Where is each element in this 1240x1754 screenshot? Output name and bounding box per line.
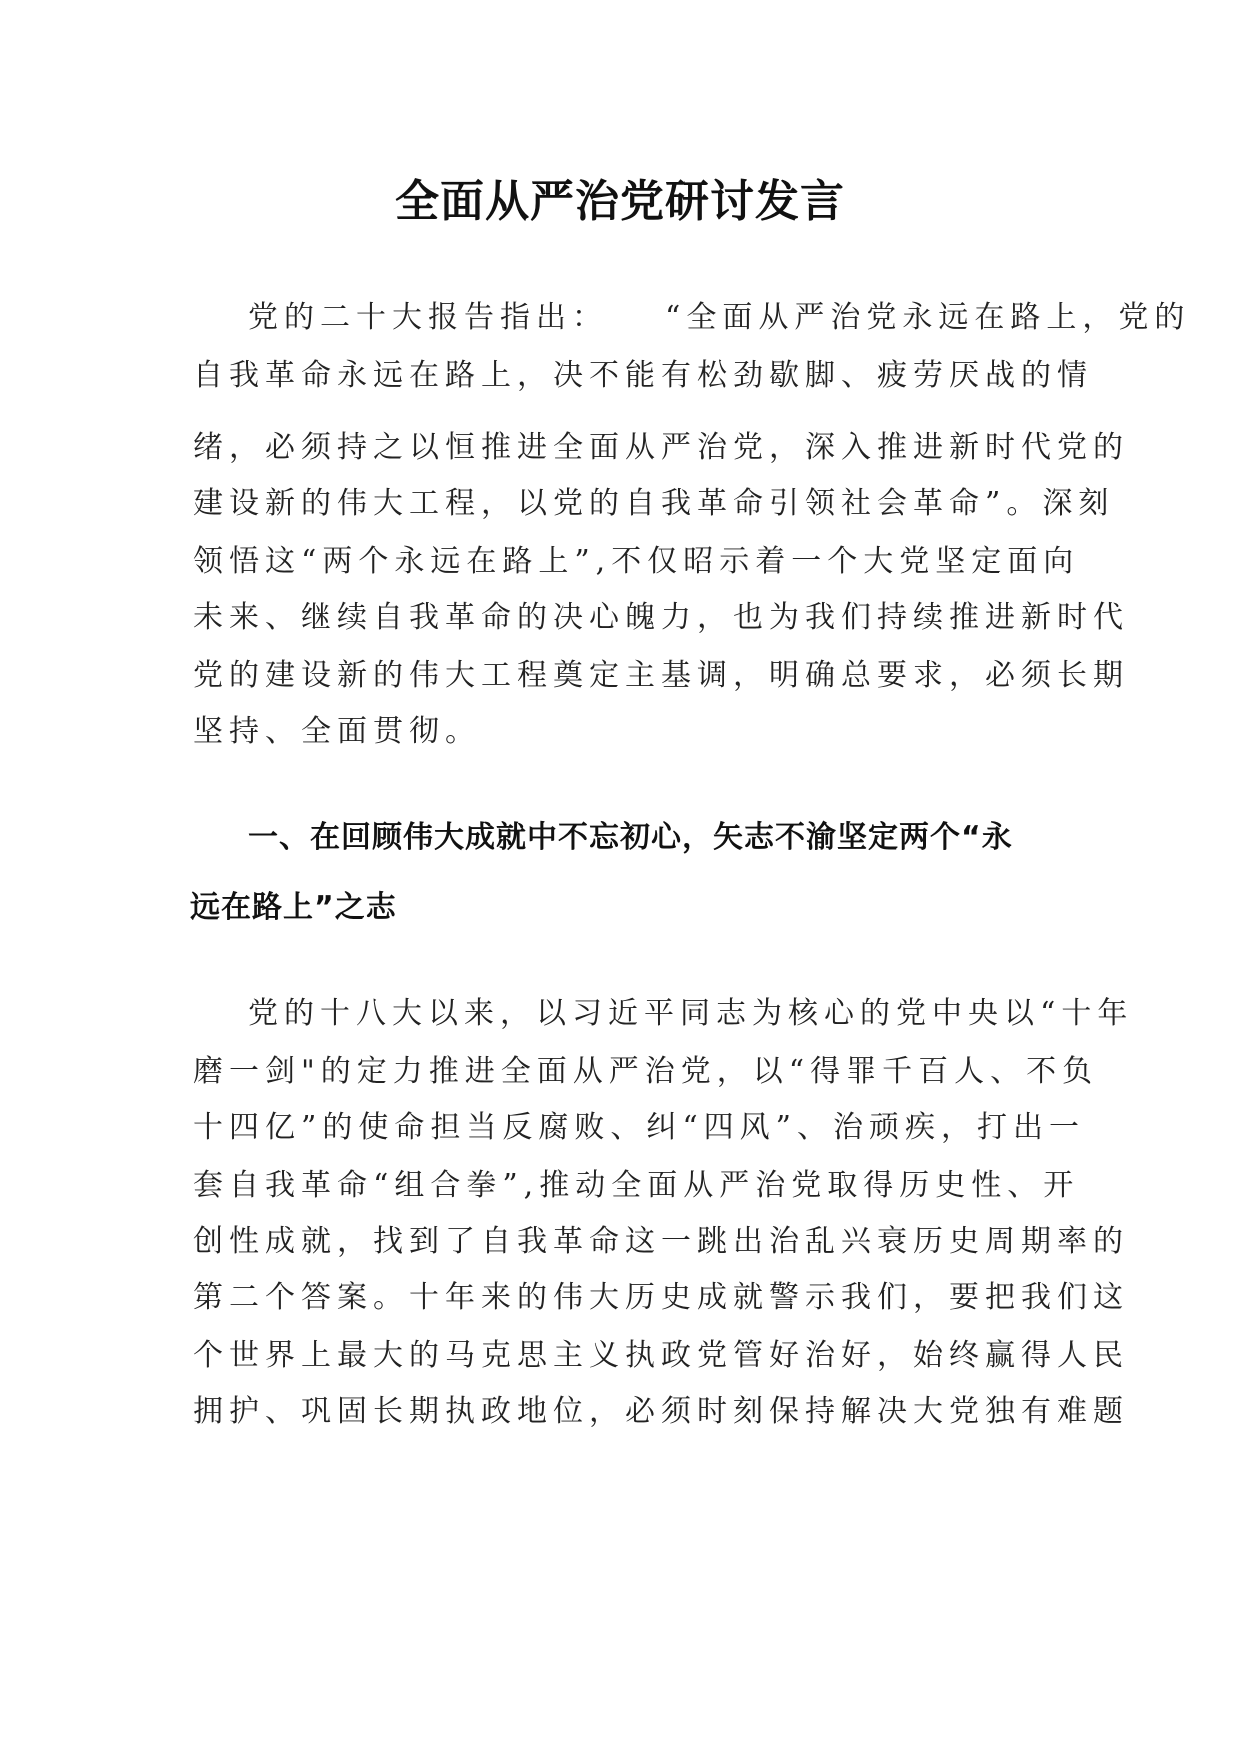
section-1-heading-line-1: 一、在回顾伟大成就中不忘初心，矢志不渝坚定两个“永 xyxy=(248,820,1013,855)
intro-line-7: 党的建设新的伟大工程奠定主基调，明确总要求，必须长期 xyxy=(193,658,1129,693)
intro-line-3: 绪，必须持之以恒推进全面从严治党，深入推进新时代党的 xyxy=(193,430,1129,465)
section-1-line-5: 创性成就，找到了自我革命这一跳出治乱兴衰历史周期率的 xyxy=(193,1224,1129,1259)
intro-line-1: 党的二十大报告指出： “全面从严治党永远在路上，党的 xyxy=(248,300,1191,335)
section-1-line-7: 个世界上最大的马克思主义执政党管好治好，始终赢得人民 xyxy=(193,1338,1129,1373)
section-1-line-8: 拥护、巩固长期执政地位，必须时刻保持解决大党独有难题 xyxy=(193,1394,1129,1429)
intro-line-2: 自我革命永远在路上，决不能有松劲歇脚、疲劳厌战的情 xyxy=(193,358,1093,393)
section-1-line-2: 磨一剑"的定力推进全面从严治党，以“得罪千百人、不负 xyxy=(193,1054,1099,1089)
section-1-line-1: 党的十八大以来，以习近平同志为核心的党中央以“十年 xyxy=(248,996,1134,1031)
document-title: 全面从严治党研讨发言 xyxy=(395,176,845,227)
section-1-line-4: 套自我革命“组合拳”,推动全面从严治党取得历史性、开 xyxy=(193,1168,1080,1203)
intro-line-4: 建设新的伟大工程，以党的自我革命引领社会革命”。深刻 xyxy=(193,486,1115,521)
intro-line-8: 坚持、全面贯彻。 xyxy=(193,714,481,749)
intro-line-5: 领悟这“两个永远在路上”,不仅昭示着一个大党坚定面向 xyxy=(193,544,1080,579)
intro-line-6: 未来、继续自我革命的决心魄力，也为我们持续推进新时代 xyxy=(193,600,1129,635)
section-1-line-6: 第二个答案。十年来的伟大历史成就警示我们，要把我们这 xyxy=(193,1280,1129,1315)
section-1-line-3: 十四亿”的使命担当反腐败、纠“四风”、治顽疾，打出一 xyxy=(193,1110,1086,1145)
section-1-heading-line-2: 远在路上”之志 xyxy=(190,890,397,925)
